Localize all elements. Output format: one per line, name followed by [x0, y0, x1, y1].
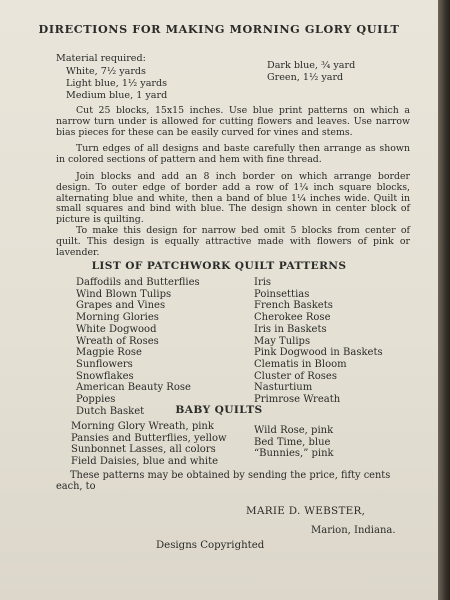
pattern-item: Clematis in Bloom [254, 358, 347, 370]
baby-list-right [254, 425, 334, 460]
material-item: Green, 1½ yard [267, 71, 344, 83]
baby-item: Field Daisies, blue and white [71, 455, 219, 467]
baby-list-left [71, 421, 227, 467]
pattern-item: Sunflowers [76, 358, 133, 370]
pattern-item: Wind Blown Tulips [76, 288, 172, 300]
pattern-item: Poppies [76, 394, 116, 406]
paragraph-narrow-bed: To make this design for narrow bed omit 5 blocks from center of quilt. This design is equally attractive made with flowers of pink or lavender. [56, 225, 410, 258]
material-label: Material required: [56, 53, 146, 64]
closing-line-1: These patterns may be obtained by sending the price, fifty cents [70, 470, 391, 481]
signature-name: MARIE D. WEBSTER, [246, 505, 366, 517]
materials-right [267, 60, 355, 84]
page-edge-shadow [438, 0, 450, 600]
signature-place: Marion, Indiana. [311, 525, 396, 536]
material-item: Dark blue, ¾ yard [267, 60, 356, 71]
pattern-item: Cluster of Roses [254, 370, 337, 382]
baby-quilts-heading: BABY QUILTS [175, 404, 263, 416]
baby-item: Bed Time, blue [254, 436, 331, 448]
pattern-item: French Baskets [254, 300, 333, 312]
pattern-item: Pink Dogwood in Baskets [254, 347, 383, 359]
baby-item: Sunbonnet Lasses, all colors [71, 444, 216, 456]
copyright-note: Designs Copyrighted [156, 540, 265, 551]
patterns-list-right [254, 277, 383, 406]
paragraph-turn-edges: Turn edges of all designs and baste carefully then arrange as shown in colored sections of pattern and hem with fine thread. [56, 143, 410, 165]
pattern-item: Nasturtium [254, 382, 313, 394]
baby-item: Pansies and Butterflies, yellow [71, 432, 227, 444]
material-item: Light blue, 1½ yards [66, 77, 168, 89]
pattern-item: Dutch Basket [76, 405, 145, 417]
material-item: White, 7½ yards [66, 66, 146, 77]
pattern-item: Poinsettias [254, 288, 310, 300]
pattern-item: Cherokee Rose [254, 312, 331, 324]
baby-item: Morning Glory Wreath, pink [71, 421, 214, 432]
document-title: DIRECTIONS FOR MAKING MORNING GLORY QUILT [38, 22, 400, 36]
pattern-item: Magpie Rose [76, 347, 142, 359]
materials-left [66, 66, 167, 101]
pattern-item: Grapes and Vines [76, 300, 166, 312]
baby-item: Wild Rose, pink [254, 425, 334, 436]
paragraph-cut-blocks: Cut 25 blocks, 15x15 inches. Use blue print patterns on which a narrow turn under is allowed for cutting flowers and leaves. Use narrow bias pieces for these can be easily curved for vines and stems. [56, 105, 410, 138]
pattern-item: Iris in Baskets [254, 323, 327, 335]
pattern-item: May Tulips [254, 335, 311, 347]
patterns-list-left [76, 277, 200, 417]
pattern-item: Primrose Wreath [254, 394, 341, 406]
material-item: Medium blue, 1 yard [66, 89, 168, 101]
pattern-item: Snowflakes [76, 370, 134, 382]
pattern-item: White Dogwood [76, 323, 157, 335]
pattern-item: Morning Glories [76, 312, 159, 324]
pattern-item: American Beauty Rose [76, 382, 191, 394]
paragraph-join-blocks: Join blocks and add an 8 inch border on which arrange border design. To outer edge of border add a row of 1¼ inch square blocks, alternating blue and white, then a band of blue 1¼ inches wide. Quilt in small squares and bind with blue. The design shown in center block of picture is quilting. [56, 171, 410, 226]
pattern-item: Daffodils and Butterflies [76, 277, 200, 288]
baby-item: “Bunnies,” pink [254, 448, 334, 460]
pattern-item: Wreath of Roses [76, 335, 159, 347]
pattern-item: Iris [254, 277, 272, 288]
closing-line-2: each, to [56, 481, 96, 492]
patterns-heading: LIST OF PATCHWORK QUILT PATTERNS [91, 260, 347, 272]
